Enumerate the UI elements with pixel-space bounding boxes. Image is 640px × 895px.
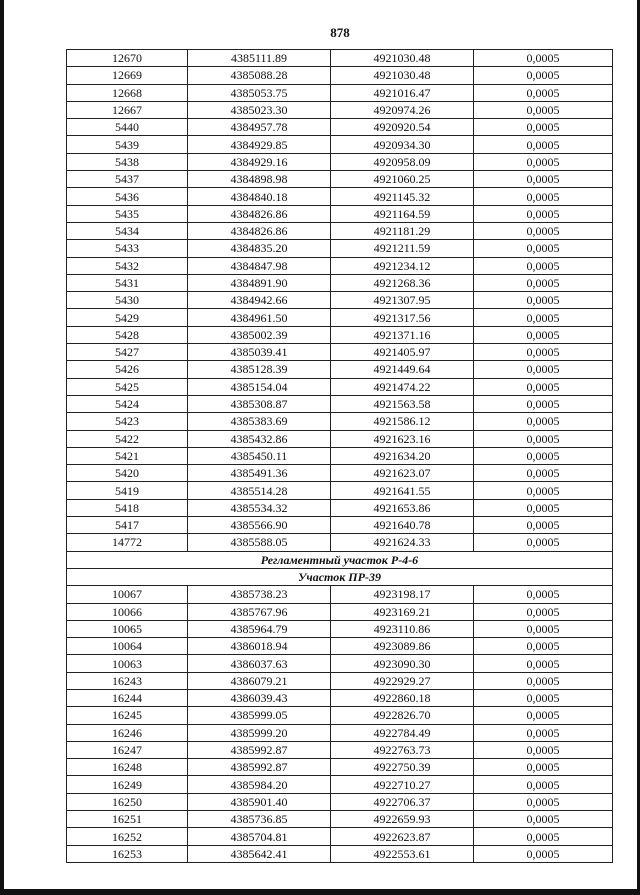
y-coordinate-cell: 4921563.58	[331, 395, 474, 412]
y-coordinate-cell: 4920920.54	[331, 119, 474, 136]
y-coordinate-cell: 4922784.49	[331, 724, 474, 741]
table-row	[67, 655, 613, 672]
x-coordinate-cell: 4385534.32	[188, 499, 331, 516]
table-row	[67, 50, 613, 67]
point-number-cell: 10066	[67, 603, 188, 620]
table-row	[67, 67, 613, 84]
table-row	[67, 811, 613, 828]
value-cell: 0,0005	[474, 50, 613, 67]
table-row	[67, 240, 613, 257]
x-coordinate-cell: 4384957.78	[188, 119, 331, 136]
point-number-cell: 14772	[67, 534, 188, 551]
y-coordinate-cell: 4920958.09	[331, 153, 474, 170]
y-coordinate-cell: 4920974.26	[331, 101, 474, 118]
value-cell: 0,0005	[474, 378, 613, 395]
value-cell: 0,0005	[474, 811, 613, 828]
x-coordinate-cell: 4385308.87	[188, 395, 331, 412]
x-coordinate-cell: 4384929.85	[188, 136, 331, 153]
point-number-cell: 16251	[67, 811, 188, 828]
x-coordinate-cell: 4385002.39	[188, 326, 331, 343]
table-row	[67, 344, 613, 361]
x-coordinate-cell: 4385450.11	[188, 447, 331, 464]
table-row	[67, 101, 613, 118]
x-coordinate-cell: 4385383.69	[188, 413, 331, 430]
table-row	[67, 153, 613, 170]
x-coordinate-cell: 4385964.79	[188, 620, 331, 637]
point-number-cell: 16245	[67, 707, 188, 724]
point-number-cell: 5434	[67, 222, 188, 239]
x-coordinate-cell: 4385736.85	[188, 811, 331, 828]
value-cell: 0,0005	[474, 759, 613, 776]
value-cell: 0,0005	[474, 776, 613, 793]
value-cell: 0,0005	[474, 499, 613, 516]
value-cell: 0,0005	[474, 101, 613, 118]
y-coordinate-cell: 4921634.20	[331, 447, 474, 464]
coordinates-table	[66, 49, 613, 863]
table-row	[67, 395, 613, 412]
table-row	[67, 136, 613, 153]
value-cell: 0,0005	[474, 430, 613, 447]
point-number-cell: 5428	[67, 326, 188, 343]
table-row	[67, 707, 613, 724]
table-row	[67, 205, 613, 222]
point-number-cell: 16250	[67, 793, 188, 810]
point-number-cell: 5419	[67, 482, 188, 499]
y-coordinate-cell: 4921371.16	[331, 326, 474, 343]
point-number-cell: 5420	[67, 465, 188, 482]
page-number: 878	[330, 25, 350, 40]
table-row	[67, 447, 613, 464]
table-row	[67, 465, 613, 482]
table-row	[67, 620, 613, 637]
point-number-cell: 16249	[67, 776, 188, 793]
y-coordinate-cell: 4921268.36	[331, 274, 474, 291]
point-number-cell: 10064	[67, 638, 188, 655]
y-coordinate-cell: 4921641.55	[331, 482, 474, 499]
x-coordinate-cell: 4384840.18	[188, 188, 331, 205]
table-body-top	[67, 50, 613, 552]
table-row	[67, 84, 613, 101]
y-coordinate-cell: 4922860.18	[331, 689, 474, 706]
point-number-cell: 5417	[67, 517, 188, 534]
point-number-cell: 12668	[67, 84, 188, 101]
x-coordinate-cell: 4384826.86	[188, 205, 331, 222]
table-row	[67, 672, 613, 689]
value-cell: 0,0005	[474, 828, 613, 845]
value-cell: 0,0005	[474, 845, 613, 862]
y-coordinate-cell: 4921030.48	[331, 50, 474, 67]
value-cell: 0,0005	[474, 724, 613, 741]
value-cell: 0,0005	[474, 274, 613, 291]
point-number-cell: 10065	[67, 620, 188, 637]
section-heading-row	[67, 551, 613, 568]
point-number-cell: 16246	[67, 724, 188, 741]
point-number-cell: 12670	[67, 50, 188, 67]
point-number-cell: 5423	[67, 413, 188, 430]
point-number-cell: 5426	[67, 361, 188, 378]
x-coordinate-cell: 4384929.16	[188, 153, 331, 170]
point-number-cell: 5427	[67, 344, 188, 361]
point-number-cell: 16247	[67, 741, 188, 758]
y-coordinate-cell: 4922706.37	[331, 793, 474, 810]
point-number-cell: 5421	[67, 447, 188, 464]
x-coordinate-cell: 4385642.41	[188, 845, 331, 862]
table-row	[67, 257, 613, 274]
y-coordinate-cell: 4921449.64	[331, 361, 474, 378]
x-coordinate-cell: 4386039.43	[188, 689, 331, 706]
table-row	[67, 499, 613, 516]
y-coordinate-cell: 4921405.97	[331, 344, 474, 361]
table-row	[67, 603, 613, 620]
table-row	[67, 171, 613, 188]
x-coordinate-cell: 4384835.20	[188, 240, 331, 257]
point-number-cell: 5429	[67, 309, 188, 326]
table-row	[67, 119, 613, 136]
value-cell: 0,0005	[474, 84, 613, 101]
table-row	[67, 361, 613, 378]
table-row	[67, 534, 613, 551]
point-number-cell: 5431	[67, 274, 188, 291]
point-number-cell: 12667	[67, 101, 188, 118]
y-coordinate-cell: 4923198.17	[331, 586, 474, 603]
value-cell: 0,0005	[474, 136, 613, 153]
y-coordinate-cell: 4923169.21	[331, 603, 474, 620]
value-cell: 0,0005	[474, 655, 613, 672]
x-coordinate-cell: 4385901.40	[188, 793, 331, 810]
x-coordinate-cell: 4384847.98	[188, 257, 331, 274]
value-cell: 0,0005	[474, 689, 613, 706]
point-number-cell: 5418	[67, 499, 188, 516]
point-number-cell: 16243	[67, 672, 188, 689]
x-coordinate-cell: 4385514.28	[188, 482, 331, 499]
x-coordinate-cell: 4385039.41	[188, 344, 331, 361]
y-coordinate-cell: 4921211.59	[331, 240, 474, 257]
table-row	[67, 292, 613, 309]
y-coordinate-cell: 4922826.70	[331, 707, 474, 724]
y-coordinate-cell: 4922929.27	[331, 672, 474, 689]
x-coordinate-cell: 4385704.81	[188, 828, 331, 845]
point-number-cell: 5430	[67, 292, 188, 309]
y-coordinate-cell: 4922710.27	[331, 776, 474, 793]
value-cell: 0,0005	[474, 534, 613, 551]
x-coordinate-cell: 4384898.98	[188, 171, 331, 188]
table-row	[67, 793, 613, 810]
value-cell: 0,0005	[474, 257, 613, 274]
value-cell: 0,0005	[474, 240, 613, 257]
point-number-cell: 16253	[67, 845, 188, 862]
point-number-cell: 16248	[67, 759, 188, 776]
value-cell: 0,0005	[474, 447, 613, 464]
value-cell: 0,0005	[474, 672, 613, 689]
x-coordinate-cell: 4385566.90	[188, 517, 331, 534]
y-coordinate-cell: 4922553.61	[331, 845, 474, 862]
value-cell: 0,0005	[474, 361, 613, 378]
y-coordinate-cell: 4921586.12	[331, 413, 474, 430]
value-cell: 0,0005	[474, 741, 613, 758]
table-row	[67, 586, 613, 603]
point-number-cell: 12669	[67, 67, 188, 84]
section-heading: Регламентный участок Р-4-6	[67, 551, 613, 568]
point-number-cell: 16244	[67, 689, 188, 706]
point-number-cell: 5436	[67, 188, 188, 205]
y-coordinate-cell: 4921317.56	[331, 309, 474, 326]
table-row	[67, 517, 613, 534]
x-coordinate-cell: 4384826.86	[188, 222, 331, 239]
point-number-cell: 5425	[67, 378, 188, 395]
table-row	[67, 845, 613, 862]
value-cell: 0,0005	[474, 119, 613, 136]
point-number-cell: 5437	[67, 171, 188, 188]
value-cell: 0,0005	[474, 292, 613, 309]
x-coordinate-cell: 4385767.96	[188, 603, 331, 620]
table-row	[67, 413, 613, 430]
value-cell: 0,0005	[474, 793, 613, 810]
subsection-heading: Участок ПР-39	[67, 568, 613, 585]
value-cell: 0,0005	[474, 586, 613, 603]
table-row	[67, 378, 613, 395]
table-row	[67, 309, 613, 326]
x-coordinate-cell: 4384942.66	[188, 292, 331, 309]
y-coordinate-cell: 4921640.78	[331, 517, 474, 534]
value-cell: 0,0005	[474, 517, 613, 534]
x-coordinate-cell: 4385491.36	[188, 465, 331, 482]
y-coordinate-cell: 4921016.47	[331, 84, 474, 101]
value-cell: 0,0005	[474, 326, 613, 343]
table-row	[67, 759, 613, 776]
table-row	[67, 724, 613, 741]
y-coordinate-cell: 4921234.12	[331, 257, 474, 274]
x-coordinate-cell: 4385992.87	[188, 741, 331, 758]
x-coordinate-cell: 4385111.89	[188, 50, 331, 67]
x-coordinate-cell: 4385023.30	[188, 101, 331, 118]
scan-border-left	[0, 0, 4, 895]
x-coordinate-cell: 4384961.50	[188, 309, 331, 326]
y-coordinate-cell: 4923110.86	[331, 620, 474, 637]
x-coordinate-cell: 4386018.94	[188, 638, 331, 655]
value-cell: 0,0005	[474, 638, 613, 655]
value-cell: 0,0005	[474, 482, 613, 499]
x-coordinate-cell: 4385992.87	[188, 759, 331, 776]
y-coordinate-cell: 4922659.93	[331, 811, 474, 828]
scan-border-bottom	[0, 889, 640, 895]
x-coordinate-cell: 4385999.05	[188, 707, 331, 724]
table-body-bottom	[67, 586, 613, 863]
x-coordinate-cell: 4385984.20	[188, 776, 331, 793]
point-number-cell: 5435	[67, 205, 188, 222]
table-row	[67, 326, 613, 343]
value-cell: 0,0005	[474, 222, 613, 239]
subsection-heading-row	[67, 568, 613, 585]
x-coordinate-cell: 4386037.63	[188, 655, 331, 672]
value-cell: 0,0005	[474, 620, 613, 637]
point-number-cell: 5422	[67, 430, 188, 447]
value-cell: 0,0005	[474, 153, 613, 170]
table-row	[67, 828, 613, 845]
table-section-headings	[67, 551, 613, 586]
y-coordinate-cell: 4921653.86	[331, 499, 474, 516]
point-number-cell: 5438	[67, 153, 188, 170]
point-number-cell: 5433	[67, 240, 188, 257]
y-coordinate-cell: 4923089.86	[331, 638, 474, 655]
value-cell: 0,0005	[474, 707, 613, 724]
value-cell: 0,0005	[474, 205, 613, 222]
y-coordinate-cell: 4921623.16	[331, 430, 474, 447]
value-cell: 0,0005	[474, 188, 613, 205]
value-cell: 0,0005	[474, 67, 613, 84]
y-coordinate-cell: 4921307.95	[331, 292, 474, 309]
table-row	[67, 188, 613, 205]
point-number-cell: 10063	[67, 655, 188, 672]
y-coordinate-cell: 4922763.73	[331, 741, 474, 758]
x-coordinate-cell: 4385738.23	[188, 586, 331, 603]
value-cell: 0,0005	[474, 395, 613, 412]
y-coordinate-cell: 4921164.59	[331, 205, 474, 222]
y-coordinate-cell: 4923090.30	[331, 655, 474, 672]
value-cell: 0,0005	[474, 413, 613, 430]
y-coordinate-cell: 4921624.33	[331, 534, 474, 551]
x-coordinate-cell: 4385999.20	[188, 724, 331, 741]
point-number-cell: 16252	[67, 828, 188, 845]
x-coordinate-cell: 4385432.86	[188, 430, 331, 447]
y-coordinate-cell: 4922623.87	[331, 828, 474, 845]
table-row	[67, 274, 613, 291]
value-cell: 0,0005	[474, 344, 613, 361]
y-coordinate-cell: 4921030.48	[331, 67, 474, 84]
x-coordinate-cell: 4386079.21	[188, 672, 331, 689]
value-cell: 0,0005	[474, 465, 613, 482]
value-cell: 0,0005	[474, 603, 613, 620]
x-coordinate-cell: 4385128.39	[188, 361, 331, 378]
value-cell: 0,0005	[474, 309, 613, 326]
x-coordinate-cell: 4385154.04	[188, 378, 331, 395]
y-coordinate-cell: 4921060.25	[331, 171, 474, 188]
y-coordinate-cell: 4920934.30	[331, 136, 474, 153]
y-coordinate-cell: 4921145.32	[331, 188, 474, 205]
table-row	[67, 741, 613, 758]
x-coordinate-cell: 4385088.28	[188, 67, 331, 84]
x-coordinate-cell: 4384891.90	[188, 274, 331, 291]
y-coordinate-cell: 4921474.22	[331, 378, 474, 395]
y-coordinate-cell: 4921623.07	[331, 465, 474, 482]
x-coordinate-cell: 4385053.75	[188, 84, 331, 101]
y-coordinate-cell: 4922750.39	[331, 759, 474, 776]
table-row	[67, 776, 613, 793]
table-row	[67, 482, 613, 499]
table-row	[67, 222, 613, 239]
table-row	[67, 638, 613, 655]
table-row	[67, 430, 613, 447]
point-number-cell: 5440	[67, 119, 188, 136]
x-coordinate-cell: 4385588.05	[188, 534, 331, 551]
value-cell: 0,0005	[474, 171, 613, 188]
point-number-cell: 5424	[67, 395, 188, 412]
y-coordinate-cell: 4921181.29	[331, 222, 474, 239]
point-number-cell: 10067	[67, 586, 188, 603]
table-row	[67, 689, 613, 706]
point-number-cell: 5439	[67, 136, 188, 153]
point-number-cell: 5432	[67, 257, 188, 274]
